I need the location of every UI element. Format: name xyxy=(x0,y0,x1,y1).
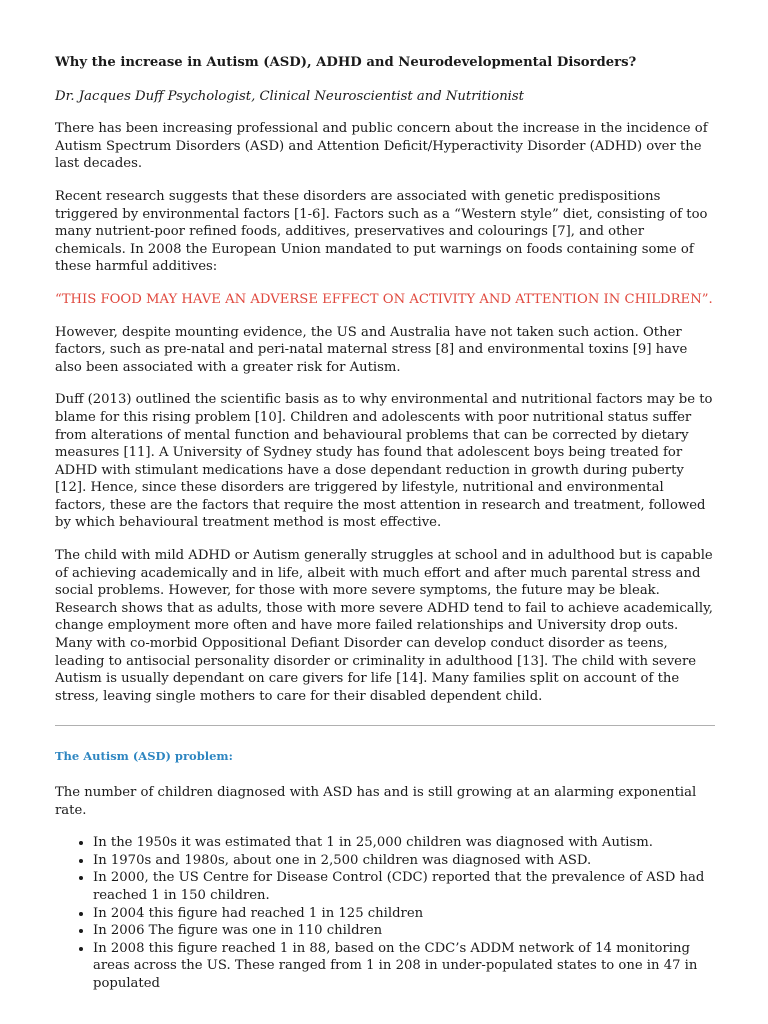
list-item: • In 2004 this figure had reached 1 in 125 children xyxy=(93,905,715,923)
prevalence-list xyxy=(55,834,715,992)
list-item: • In 2006 The figure was one in 110 children xyxy=(93,922,715,940)
author-line: Dr. Jacques Duff Psychologist, Clinical Neuroscientist and Nutritionist xyxy=(55,88,524,104)
section-intro: The number of children diagnosed with ASD has and is still growing at an alarming exponential rate. xyxy=(55,785,697,818)
paragraph-severity: The child with mild ADHD or Autism generally struggles at school and in adulthood but is capable of achieving academically and in life, albeit with much effort and after much parental stress and social problems. However, for those with more severe symptoms, the future may be bleak. Research shows that as adults, those with more severe ADHD tend to fail to achieve academically, change employment more often and have more failed relationships and University drop outs. Many with co-morbid Oppositional Defiant Disorder can develop conduct disorder as teens, leading to antisocial personality disorder or criminality in adulthood [13]. The child with severe Autism is usually dependant on care givers for life [14]. Many families split on account of the stress, leaving single mothers to care for their disabled dependent child. xyxy=(55,548,713,704)
document-title: Why the increase in Autism (ASD), ADHD and Neurodevelopmental Disorders? xyxy=(55,55,637,70)
section-divider xyxy=(55,725,715,726)
list-item: • In the 1950s it was estimated that 1 in 25,000 children was diagnosed with Autism. xyxy=(93,834,715,852)
paragraph-us-australia: However, despite mounting evidence, the US and Australia have not taken such action. Other factors, such as pre-natal and peri-natal maternal stress [8] and environmental toxins [9] have also been associated with a greater risk for Autism. xyxy=(55,324,688,375)
section-heading-autism-problem: The Autism (ASD) problem: xyxy=(55,749,233,764)
list-item: • In 2000, the US Centre for Disease Control (CDC) reported that the prevalence of ASD had reached 1 in 150 children. xyxy=(93,869,715,904)
list-item: • In 1970s and 1980s, about one in 2,500 children was diagnosed with ASD. xyxy=(93,852,715,870)
list-item: • In 2008 this figure reached 1 in 88, based on the CDC’s ADDM network of 14 monitoring areas across the US. These ranged from 1 in 208 in under-populated states to one in 47 in populated xyxy=(93,940,715,993)
paragraph-intro: There has been increasing professional and public concern about the increase in the incidence of Autism Spectrum Disorders (ASD) and Attention Deficit/Hyperactivity Disorder (ADHD) over the last decades. xyxy=(55,121,708,172)
food-warning-quote: “THIS FOOD MAY HAVE AN ADVERSE EFFECT ON ACTIVITY AND ATTENTION IN CHILDREN”. xyxy=(55,291,713,307)
paragraph-research: Recent research suggests that these disorders are associated with genetic predispositions triggered by environmental factors [1-6]. Factors such as a “Western style” diet, consisting of too many nutrient-poor refined foods, additives, preservatives and colourings [7], and other chemicals. In 2008 the European Union mandated to put warnings on foods containing some of these harmful additives: xyxy=(55,188,708,275)
document-page xyxy=(55,54,715,993)
paragraph-duff-2013: Duff (2013) outlined the scientific basis as to why environmental and nutritional factors may be to blame for this rising problem [10]. Children and adolescents with poor nutritional status suffer from alterations of mental function and behavioural problems that can be corrected by dietary measures [11]. A University of Sydney study has found that adolescent boys being treated for ADHD with stimulant medications have a dose dependant reduction in growth during puberty [12]. Hence, since these disorders are triggered by lifestyle, nutritional and environmental factors, these are the factors that require the most attention in research and treatment, followed by which behavioural treatment method is most effective. xyxy=(55,392,713,531)
